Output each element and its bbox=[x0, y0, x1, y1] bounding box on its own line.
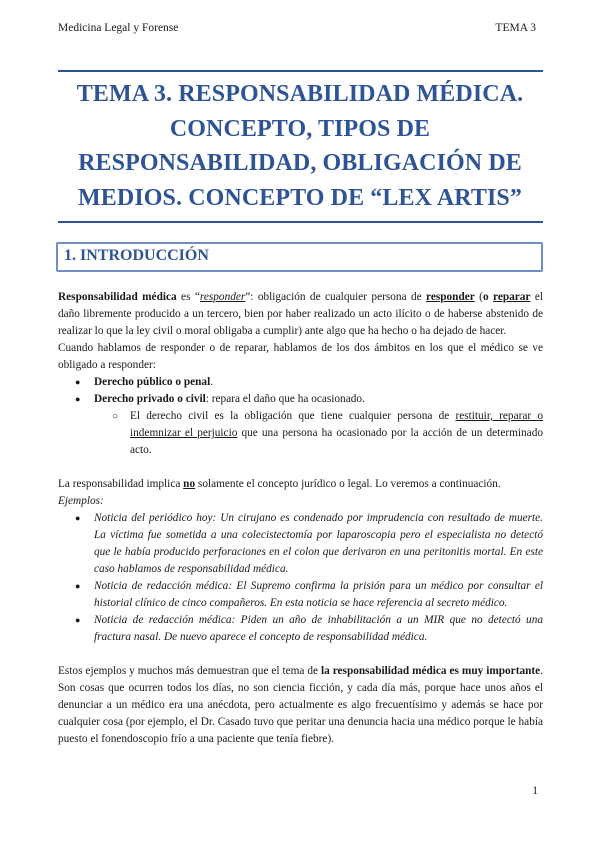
sub-list-item: ○ El derecho civil es la obligación que tiene cualquier persona de restituir, reparar o indemnizar el perjuicio que una persona ha ocasionado por la acción de un determinado acto. bbox=[58, 408, 543, 459]
paragraph-scope: Cuando hablamos de responder o de reparar, hablamos de los dos ámbitos en los que el médico se ve obligado a responder: bbox=[58, 342, 543, 371]
document-body bbox=[58, 289, 543, 748]
paragraph-implication: La responsabilidad implica no solamente el concepto jurídico o legal. Lo veremos a continuación. bbox=[58, 478, 501, 490]
title-line: CONCEPTO, TIPOS DE bbox=[169, 115, 431, 142]
title-bottom-rule bbox=[58, 221, 543, 223]
example-item: ● Noticia de redacción médica: Piden un año de inhabilitación a un MIR que no detectó una fractura nasal. De nuevo aparece el concepto de responsabilidad médica. bbox=[58, 612, 543, 646]
sub-list bbox=[58, 408, 543, 459]
paragraph-definition: Responsabilidad médica es “responder”: obligación de cualquier persona de responder (o reparar el daño libremente producido a un tercero, bien por haber realizado un acto ilícito o de haberse abstenido de realizar lo que la ley civil o moral obligaba a cumplir) ante algo que ha hecho o ha dejado de hacer. bbox=[58, 291, 544, 337]
header-topic: TEMA 3 bbox=[495, 22, 536, 34]
examples-list bbox=[58, 510, 543, 646]
list-item: ● Derecho público o penal. bbox=[58, 374, 543, 391]
example-item: ● Noticia de redacción médica: El Supremo confirma la prisión para un médico por consultar el historial clínico de cinco compañeros. En esta noticia se hace referencia al secreto médico. bbox=[58, 578, 543, 612]
title-top-rule bbox=[58, 70, 543, 72]
examples-label: Ejemplos: bbox=[58, 495, 104, 507]
term: Responsabilidad médica bbox=[58, 291, 177, 303]
section-heading-box bbox=[56, 242, 543, 272]
paragraph-importance: Estos ejemplos y muchos más demuestran que el tema de la responsabilidad médica es muy importante. Son cosas que ocurren todos los días, no son ciencia ficción, y cada día más, porque hace unos años el denunciar a un médico era una anécdota, pero actualmente es algo frecuentísimo y además se hace por cualquier cosa (por ejemplo, el Dr. Casado tuvo que peritar una denuncia hacia una médico porque le había puesto el fonendoscopio frío a una paciente que tenía fiebre). bbox=[58, 665, 543, 745]
header-subject: Medicina Legal y Forense bbox=[58, 22, 179, 34]
list-item: ● Derecho privado o civil: repara el daño que ha ocasionado. ○ El derecho civil es la obligación que tiene cualquier persona de restituir, reparar o indemnizar el perjuicio que una persona ha ocasionado por la acción de un determinado acto. bbox=[58, 391, 543, 459]
page-title bbox=[50, 77, 550, 215]
scope-list bbox=[58, 374, 543, 459]
title-line: TEMA 3. RESPONSABILIDAD MÉDICA. bbox=[76, 81, 524, 107]
title-line: RESPONSABILIDAD, OBLIGACIÓN DE bbox=[78, 150, 522, 176]
section-title: 1. INTRODUCCIÓN bbox=[64, 247, 209, 264]
title-line: MEDIOS. CONCEPTO DE “LEX ARTIS” bbox=[78, 184, 522, 211]
page-number: 1 bbox=[532, 785, 538, 797]
example-item: ● Noticia del periódico hoy: Un cirujano es condenado por imprudencia con resultado de muerte. La víctima fue sometida a una colecistectomía por laparoscopia pero el especialista no detectó que le había producido perforaciones en el colon que derivaron en una peritonitis mortal. En este caso hablamos de responsabilidad médica. bbox=[58, 510, 543, 578]
